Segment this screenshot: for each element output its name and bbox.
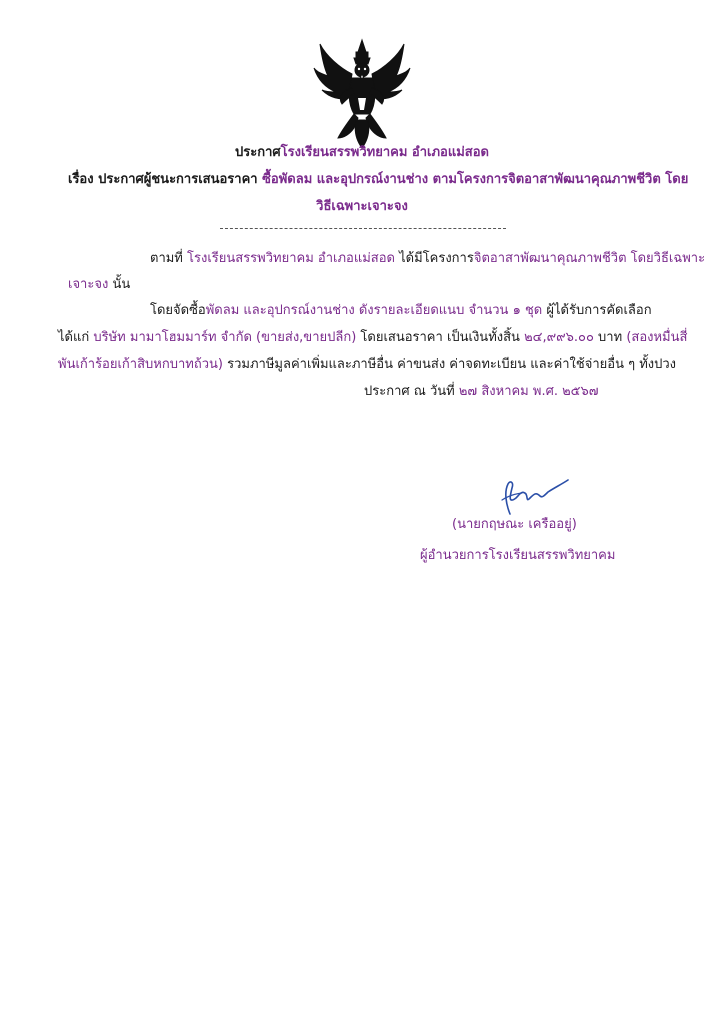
p2-winner-label: ได้แก่ (58, 330, 94, 345)
p1-mid: ได้มีโครงการ (394, 251, 474, 266)
date-value: ๒๗ สิงหาคม พ.ศ. ๒๕๖๗ (458, 384, 599, 399)
p2-items: พัดลม และอุปกรณ์งานช่าง ดังรายละเอียดแนบ จำนวน ๑ ชุด (205, 303, 543, 318)
p1-project: จิตอาสาพัฒนาคุณภาพชีวิต โดยวิธีเฉพาะ (473, 251, 706, 266)
paragraph-2-line-1 (150, 302, 652, 320)
handwritten-signature-icon (492, 474, 570, 518)
p2-price-label: โดยเสนอราคา เป็นเงินทั้งสิ้น (356, 330, 525, 345)
signer-name: (นายกฤษณะ เครืออยู่) (452, 517, 577, 532)
p2-lead: โดยจัดซื้อ (150, 303, 206, 318)
p1-lead: ตามที่ (150, 251, 188, 266)
subject-line-2: วิธีเฉพาะเจาะจง (316, 199, 408, 214)
p1-project-cont: เจาะจง (68, 277, 109, 292)
p2-closing: รวมภาษีมูลค่าเพิ่มและภาษีอื่น ค่าขนส่ง ค่าจดทะเบียน และค่าใช้จ่ายอื่น ๆ ทั้งปวง (222, 357, 677, 372)
p2-baht: บาท (593, 330, 627, 345)
p2-amount-words-2: พันเก้าร้อยเก้าสิบหกบาทถ้วน) (58, 357, 223, 372)
p2-amount: ๒๔,๙๙๖.๐๐ (524, 330, 594, 345)
signer-position: ผู้อำนวยการโรงเรียนสรรพวิทยาคม (420, 548, 616, 563)
announcement-title (0, 144, 724, 162)
title-prefix: ประกาศ (235, 145, 281, 160)
title-organization: โรงเรียนสรรพวิทยาคม อำเภอแม่สอด (280, 145, 489, 160)
p2-tail: ผู้ได้รับการคัดเลือก (542, 303, 652, 318)
subject-label: เรื่อง ประกาศผู้ชนะการเสนอราคา (68, 172, 263, 187)
p2-amount-words-1: (สองหมื่นสี่ (626, 330, 688, 345)
date-label: ประกาศ ณ วันที่ (364, 384, 459, 399)
paragraph-2-line-2 (58, 329, 687, 347)
p1-organization: โรงเรียนสรรพวิทยาคม อำเภอแม่สอด (187, 251, 395, 266)
subject-line-1 (68, 171, 688, 189)
announcement-date (364, 383, 599, 401)
p1-end: นั้น (108, 277, 131, 292)
paragraph-1-line-2 (68, 276, 130, 294)
p2-winner: บริษัท มามาโฮมมาร์ท จำกัด (ขายส่ง,ขายปลีก) (93, 330, 357, 345)
subject-text: ซื้อพัดลม และอุปกรณ์งานช่าง ตามโครงการจิตอาสาพัฒนาคุณภาพชีวิต โดย (262, 172, 689, 187)
paragraph-2-line-3 (58, 356, 676, 374)
paragraph-1-line-1 (150, 250, 705, 268)
garuda-emblem-icon (312, 38, 412, 150)
dashed-divider (220, 228, 506, 229)
